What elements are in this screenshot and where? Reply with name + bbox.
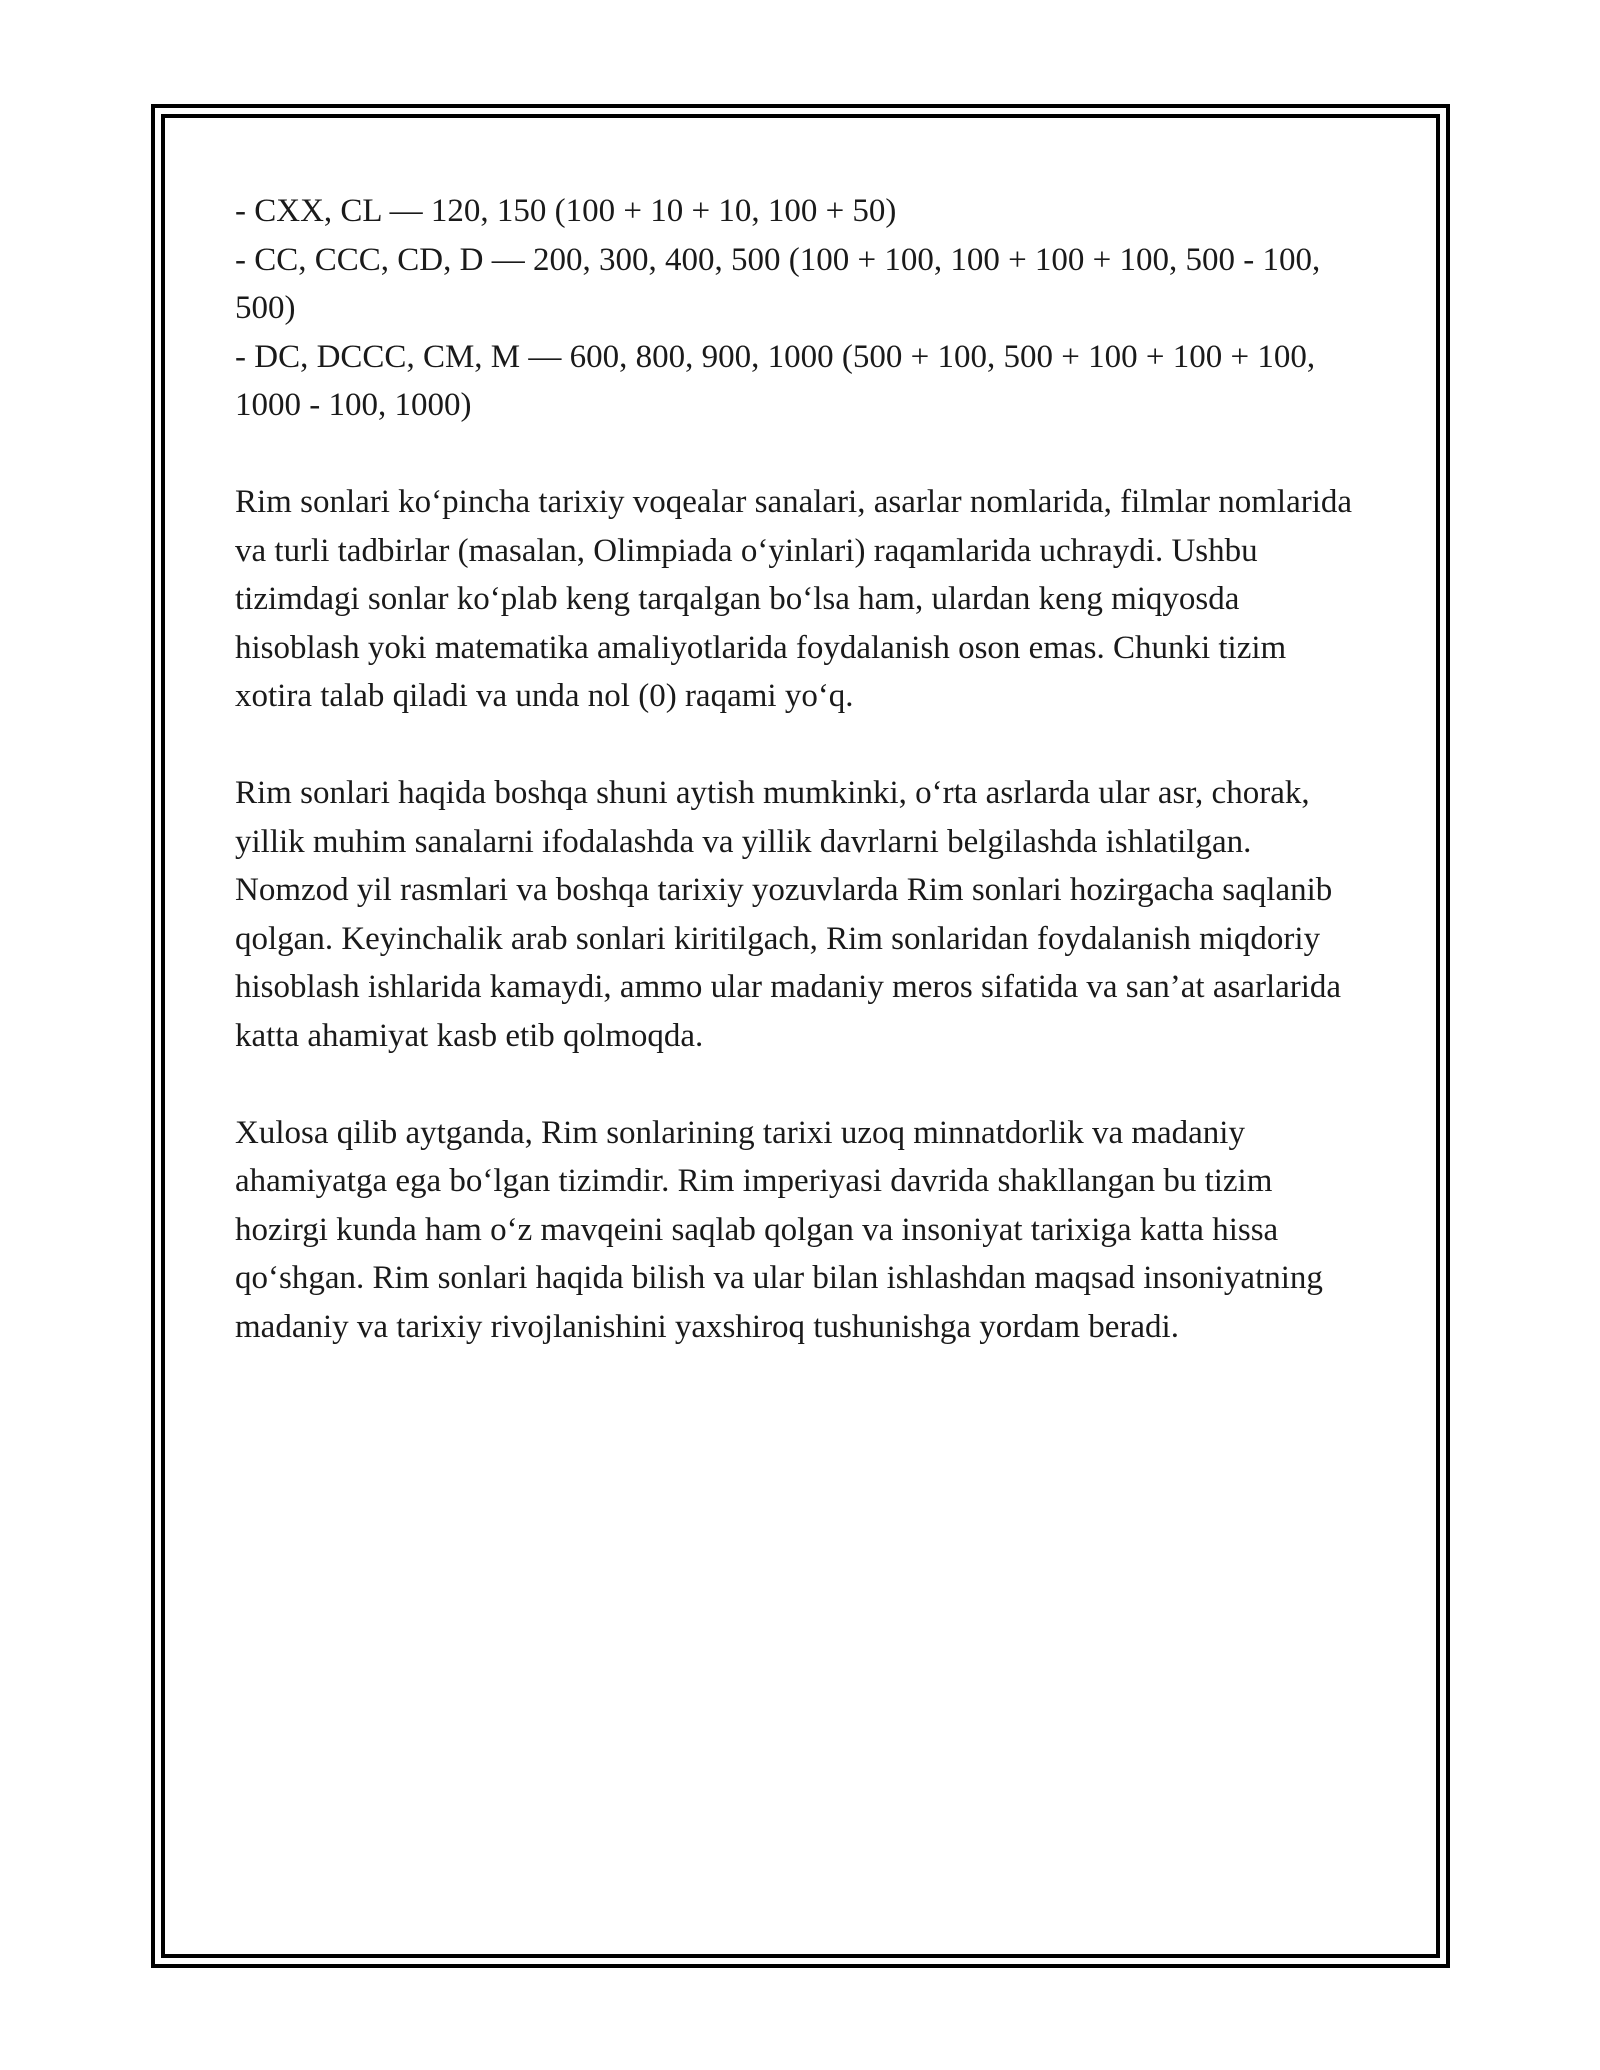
document-body [235, 187, 1365, 1351]
list-item: - DC, DCCC, CM, M — 600, 800, 900, 1000 (500 + 100, 500 + 100 + 100 + 100, 1000 - 100, 1000) [235, 338, 1316, 423]
paragraph-usage: Rim sonlari ko‘pincha tarixiy voqealar sanalari, asarlar nomlarida, filmlar nomlarida va turli tadbirlar (masalan, Olimpiada o‘yinlari) raqamlarida uchraydi. Ushbu tizimdagi sonlar ko‘plab keng tarqalgan bo‘lsa ham, ulardan keng miqyosda hisoblash yoki matematika amaliyotlarida foydalanish oson emas. Chunki tizim xotira talab qiladi va unda nol (0) raqami yo‘q. [235, 484, 1353, 714]
paragraph-history: Rim sonlari haqida boshqa shuni aytish mumkinki, o‘rta asrlarda ular asr, chorak, yillik muhim sanalarni ifodalashda va yillik davrlarni belgilashda ishlatilgan. Nomzod yil rasmlari va boshqa tarixiy yozuvlarda Rim sonlari hozirgacha saqlanib qolgan. Keyinchalik arab sonlari kiritilgach, Rim sonlaridan foydalanish miqdoriy hisoblash ishlarida kamaydi, ammo ular madaniy meros sifatida va san’at asarlarida katta ahamiyat kasb etib qolmoqda. [235, 775, 1342, 1054]
roman-numeral-list [235, 187, 1365, 430]
paragraph-conclusion: Xulosa qilib aytganda, Rim sonlarining tarixi uzoq minnatdorlik va madaniy ahamiyatga ega bo‘lgan tizimdir. Rim imperiyasi davrida shakllangan bu tizim hozirgi kunda ham o‘z mavqeini saqlab qolgan va insoniyat tarixiga katta hissa qo‘shgan. Rim sonlari haqida bilish va ular bilan ishlashdan maqsad insoniyatning madaniy va tarixiy rivojlanishini yaxshiroq tushunishga yordam beradi. [235, 1114, 1323, 1345]
list-item: - CXX, CL — 120, 150 (100 + 10 + 10, 100 + 50) [235, 193, 897, 229]
list-item: - CC, CCC, CD, D — 200, 300, 400, 500 (100 + 100, 100 + 100 + 100, 500 - 100, 500) [235, 241, 1321, 326]
